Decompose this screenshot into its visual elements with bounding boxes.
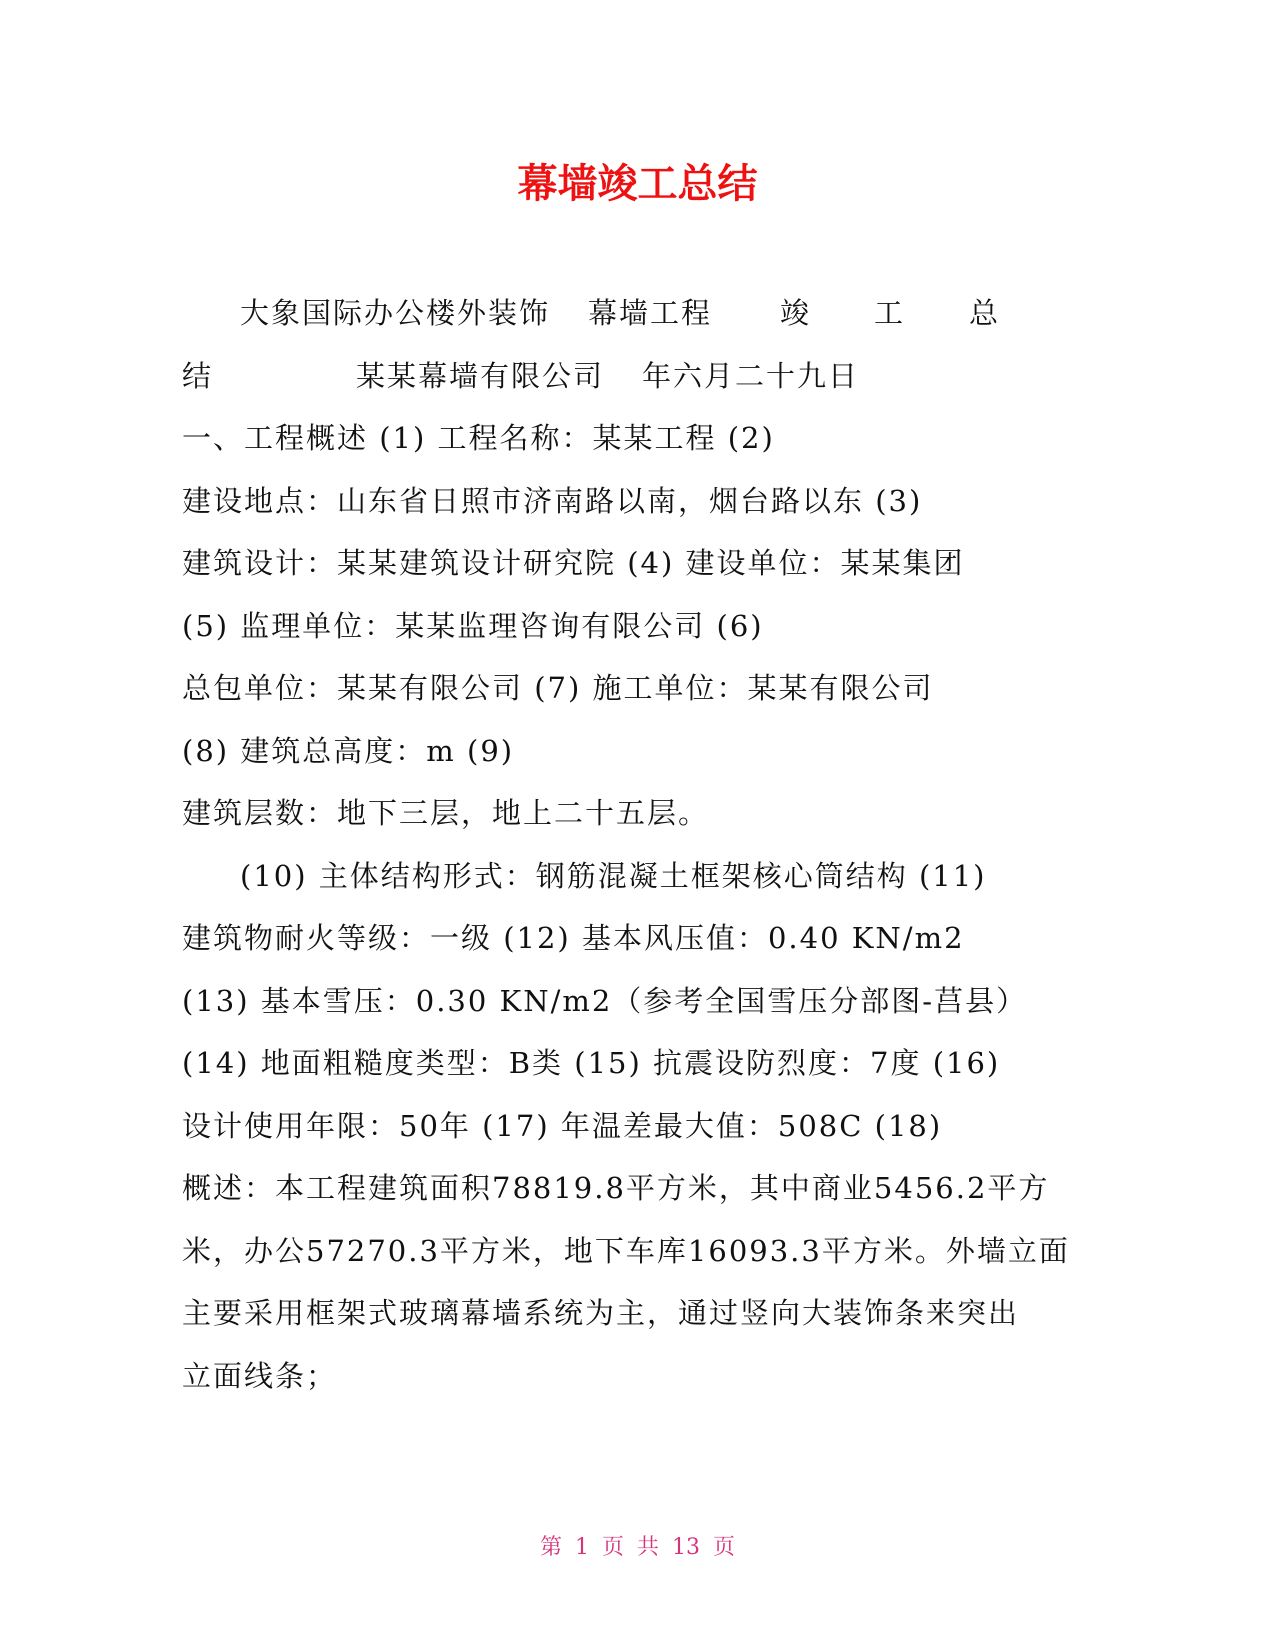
body-line: 立面线条；	[182, 1358, 338, 1393]
project-subject: 幕墙工程	[588, 296, 713, 330]
document-title: 幕墙竣工总结	[517, 161, 758, 207]
heading-char-2: 工	[874, 296, 906, 330]
body-line: 建筑物耐火等级：一级 (12) 基本风压值：0.40 KN/m2	[182, 921, 965, 955]
heading-char-1: 竣	[780, 296, 812, 330]
company-name: 某某幕墙有限公司	[356, 358, 605, 393]
body-line: (13) 基本雪压：0.30 KN/m2（参考全国雪压分部图-莒县）	[182, 983, 1028, 1018]
body-line: (5) 监理单位：某某监理咨询有限公司 (6)	[182, 608, 764, 643]
body-line: 概述：本工程建筑面积78819.8平方米，其中商业5456.2平方	[182, 1171, 1050, 1205]
body-line: 建筑层数：地下三层，地上二十五层。	[182, 796, 710, 830]
body-line: 一、工程概述 (1) 工程名称：某某工程 (2)	[182, 421, 775, 455]
body-line: 设计使用年限：50年 (17) 年温差最大值：508C (18)	[182, 1108, 943, 1143]
page-footer: 第 1 页 共 13 页	[540, 1535, 735, 1560]
body-line: (10) 主体结构形式：钢筋混凝土框架核心筒结构 (11)	[240, 858, 987, 893]
document-date: 年六月二十九日	[642, 358, 860, 393]
body-line: 建设地点：山东省日照市济南路以南，烟台路以东 (3)	[182, 483, 923, 518]
body-line: 米，办公57270.3平方米，地下车库16093.3平方米。外墙立面	[182, 1233, 1070, 1268]
header-line-2	[182, 345, 1052, 408]
heading-char-3: 总	[969, 296, 1001, 330]
heading-char-4: 结	[182, 358, 214, 393]
body-line: 主要采用框架式玻璃幕墙系统为主，通过竖向大装饰条来突出	[182, 1296, 1020, 1330]
body-line: (8) 建筑总高度：m (9)	[182, 733, 515, 768]
project-name: 大象国际办公楼外装饰	[240, 296, 551, 330]
document-body	[182, 282, 1070, 1407]
body-line: 建筑设计：某某建筑设计研究院 (4) 建设单位：某某集团	[182, 546, 965, 580]
body-line: (14) 地面粗糙度类型：B类 (15) 抗震设防烈度：7度 (16)	[182, 1046, 1001, 1080]
header-line-1	[182, 282, 1052, 345]
body-line: 总包单位：某某有限公司 (7) 施工单位：某某有限公司	[182, 671, 934, 705]
